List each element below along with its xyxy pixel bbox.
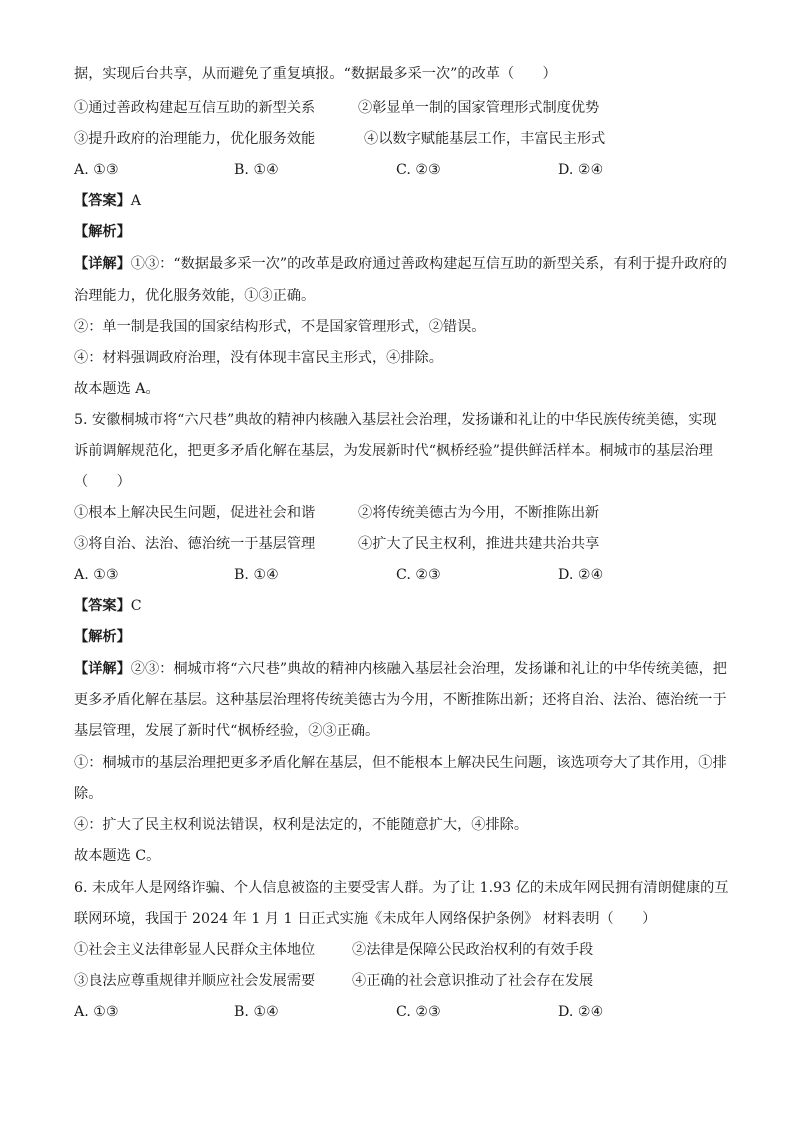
q6-choice-c: C. ②③ bbox=[396, 1004, 441, 1020]
q5-choice-b: B. ①④ bbox=[234, 567, 279, 583]
q5-item-2: ②将传统美德古为今用，不断推陈出新 bbox=[358, 505, 600, 521]
q5-detail-line-6: ④：扩大了民主权利说法错误，权利是法定的，不能随意扩大，④排除。 bbox=[74, 817, 529, 833]
answer-value: C bbox=[130, 598, 142, 614]
q4-options-row-2 bbox=[74, 129, 754, 149]
detail-label: 【详解】 bbox=[74, 661, 131, 677]
q6-choice-d: D. ②④ bbox=[558, 1004, 604, 1020]
detail-text: ②③：桐城市将“六尺巷”典故的精神内核融入基层社会治理，发扬谦和礼让的中华传统美德，把 bbox=[130, 661, 727, 677]
q6-choices-row bbox=[74, 1002, 754, 1022]
q5-choice-a: A. ①③ bbox=[74, 567, 119, 583]
q6-item-2: ②法律是保障公民政治权利的有效手段 bbox=[352, 942, 594, 958]
q5-conclusion: 故本题选 C。 bbox=[74, 848, 161, 864]
q4-stem-line: 据，实现后台共享，从而避免了重复填报。“数据最多采一次”的改革（ ） bbox=[74, 66, 557, 82]
q6-choice-a: A. ①③ bbox=[74, 1004, 119, 1020]
answer-value: A bbox=[130, 193, 142, 209]
q6-options-row-1 bbox=[74, 940, 754, 960]
q4-item-3: ③提升政府的治理能力，优化服务效能 bbox=[74, 131, 316, 147]
q5-choice-d: D. ②④ bbox=[558, 567, 604, 583]
q4-choices-row bbox=[74, 160, 754, 180]
q5-choice-c: C. ②③ bbox=[396, 567, 441, 583]
q4-detail-line-2: 治理能力，优化服务效能，①③正确。 bbox=[74, 288, 316, 304]
q4-conclusion: 故本题选 A。 bbox=[74, 381, 160, 397]
answer-label: 【答案】 bbox=[74, 598, 131, 614]
q5-stem-line-1: 5. 安徽桐城市将“六尺巷”典故的精神内核融入基层社会治理，发扬谦和礼让的中华民族传统美德，实现 bbox=[74, 412, 717, 428]
q5-item-4: ④扩大了民主权利，推进共建共治共享 bbox=[358, 536, 600, 552]
q4-detail-line-4: ④：材料强调政府治理，没有体现丰富民主形式，④排除。 bbox=[74, 350, 443, 366]
q6-stem-line-2: 联网环境，我国于 2024 年 1 月 1 日正式实施《未成年人网络保护条例》 材料表明（ ） bbox=[74, 911, 657, 927]
q5-detail-line-1 bbox=[74, 659, 734, 679]
q4-detail-line-1 bbox=[74, 254, 734, 274]
q5-options-row-1 bbox=[74, 503, 754, 523]
q6-item-3: ③良法应尊重规律并顺应社会发展需要 bbox=[74, 973, 316, 989]
q6-stem-line-1: 6. 未成年人是网络诈骗、个人信息被盗的主要受害人群。为了让 1.93 亿的未成年网民拥有清朗健康的互 bbox=[74, 880, 729, 896]
q4-analysis-label: 【解析】 bbox=[74, 224, 131, 240]
q5-answer bbox=[74, 596, 734, 616]
q4-options-row-1 bbox=[74, 98, 754, 118]
q4-item-1: ①通过善政构建起互信互助的新型关系 bbox=[74, 100, 316, 116]
q6-item-4: ④正确的社会意识推动了社会存在发展 bbox=[352, 973, 594, 989]
q4-item-4: ④以数字赋能基层工作，丰富民主形式 bbox=[364, 131, 606, 147]
q4-choice-a: A. ①③ bbox=[74, 162, 119, 178]
q4-choice-c: C. ②③ bbox=[396, 162, 441, 178]
q4-item-2: ②彰显单一制的国家管理形式制度优势 bbox=[358, 100, 600, 116]
detail-text: ①③：“数据最多采一次”的改革是政府通过善政构建起互信互助的新型关系，有利于提升政府的 bbox=[130, 256, 727, 272]
q5-choices-row bbox=[74, 565, 754, 585]
answer-label: 【答案】 bbox=[74, 193, 131, 209]
q5-stem-line-3: （ ） bbox=[74, 474, 131, 490]
q5-options-row-2 bbox=[74, 534, 754, 554]
q4-choice-d: D. ②④ bbox=[558, 162, 604, 178]
q6-options-row-2 bbox=[74, 971, 754, 991]
q6-choice-b: B. ①④ bbox=[234, 1004, 279, 1020]
q5-detail-line-3: 基层管理，发展了新时代“枫桥经验，②③正确。 bbox=[74, 723, 380, 739]
detail-label: 【详解】 bbox=[74, 256, 131, 272]
q5-detail-line-4: ①：桐城市的基层治理把更多矛盾化解在基层，但不能根本上解决民生问题，该选项夸大了其作用，①排 bbox=[74, 755, 727, 771]
q4-detail-line-3: ②：单一制是我国的国家结构形式，不是国家管理形式，②错误。 bbox=[74, 319, 486, 335]
q5-stem-line-2: 诉前调解规范化，把更多矛盾化解在基层，为发展新时代“枫桥经验”提供鲜活样本。桐城市的基层治理 bbox=[74, 443, 713, 459]
q5-detail-line-2: 更多矛盾化解在基层。这种基层治理将传统美德古为今用，不断推陈出新；还将自治、法治、德治统一于 bbox=[74, 692, 727, 708]
q4-answer bbox=[74, 191, 734, 211]
q5-item-1: ①根本上解决民生问题，促进社会和谐 bbox=[74, 505, 316, 521]
q5-item-3: ③将自治、法治、德治统一于基层管理 bbox=[74, 536, 316, 552]
q5-detail-line-5: 除。 bbox=[74, 786, 103, 802]
q6-item-1: ①社会主义法律彰显人民群众主体地位 bbox=[74, 942, 316, 958]
q4-choice-b: B. ①④ bbox=[234, 162, 279, 178]
q5-analysis-label: 【解析】 bbox=[74, 629, 131, 645]
